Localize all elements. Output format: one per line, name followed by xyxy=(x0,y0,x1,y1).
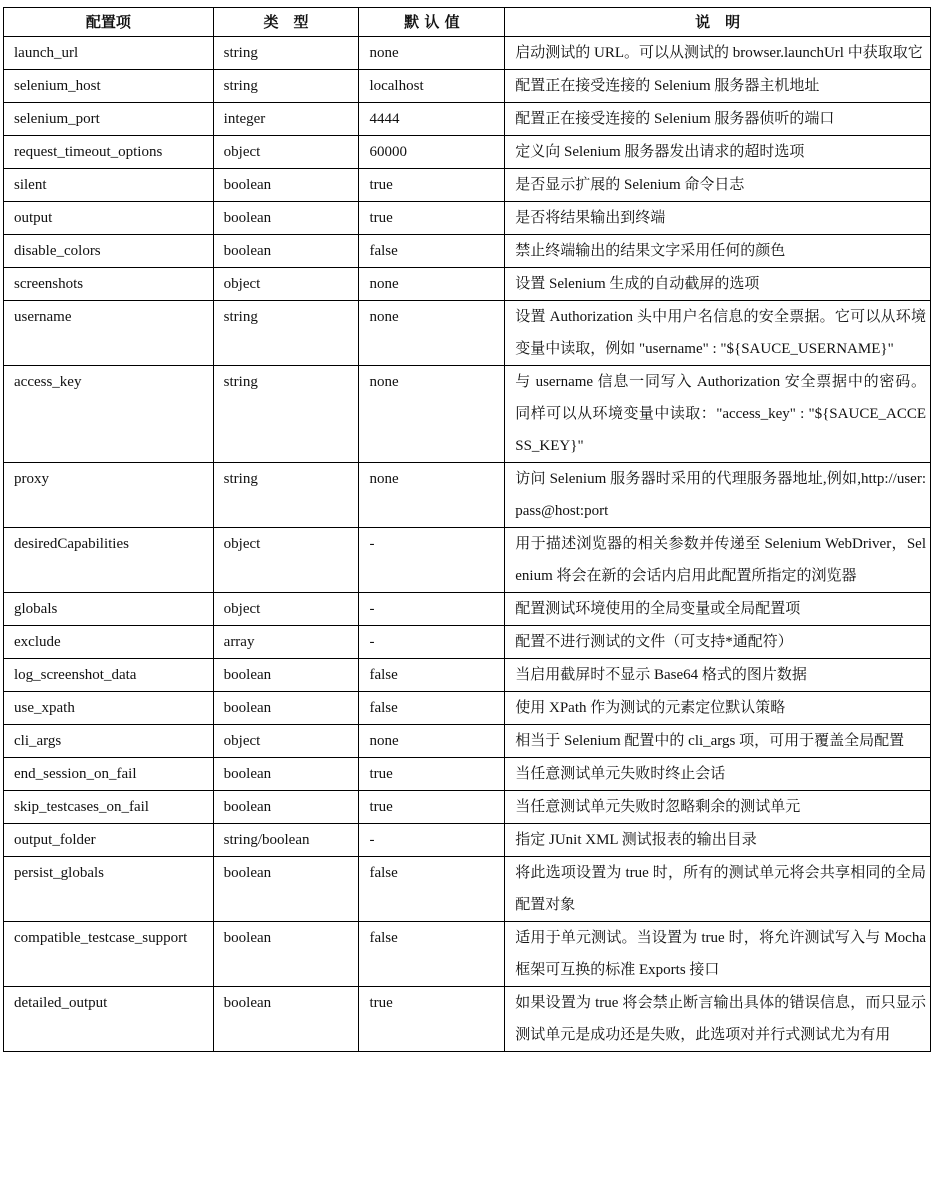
default-value-cell: - xyxy=(359,528,505,593)
type-cell: object xyxy=(213,268,359,301)
config-item-cell: detailed_output xyxy=(4,987,214,1052)
default-value-cell: none xyxy=(359,366,505,463)
description-cell: 禁止终端输出的结果文字采用任何的颜色 xyxy=(505,235,931,268)
table-row xyxy=(4,758,931,791)
type-cell: boolean xyxy=(213,791,359,824)
config-item-cell: globals xyxy=(4,593,214,626)
description-cell: 访问 Selenium 服务器时采用的代理服务器地址,例如,http://user:pass@host:port xyxy=(505,463,931,528)
table-row xyxy=(4,593,931,626)
type-cell: array xyxy=(213,626,359,659)
config-item-cell: disable_colors xyxy=(4,235,214,268)
config-item-cell: launch_url xyxy=(4,37,214,70)
description-cell: 当任意测试单元失败时忽略剩余的测试单元 xyxy=(505,791,931,824)
header-row xyxy=(4,8,931,37)
config-item-cell: end_session_on_fail xyxy=(4,758,214,791)
type-cell: boolean xyxy=(213,857,359,922)
description-cell: 使用 XPath 作为测试的元素定位默认策略 xyxy=(505,692,931,725)
header-config-item: 配置项 xyxy=(4,8,214,37)
default-value-cell: localhost xyxy=(359,70,505,103)
default-value-cell: - xyxy=(359,593,505,626)
description-cell: 配置测试环境使用的全局变量或全局配置项 xyxy=(505,593,931,626)
description-cell: 配置正在接受连接的 Selenium 服务器侦听的端口 xyxy=(505,103,931,136)
description-cell: 适用于单元测试。当设置为 true 时，将允许测试写入与 Mocha 框架可互换的标准 Exports 接口 xyxy=(505,922,931,987)
table-row xyxy=(4,463,931,528)
default-value-cell: false xyxy=(359,659,505,692)
table-row xyxy=(4,725,931,758)
table-row xyxy=(4,70,931,103)
type-cell: string/boolean xyxy=(213,824,359,857)
config-item-cell: screenshots xyxy=(4,268,214,301)
table-body xyxy=(4,37,931,1052)
table-row xyxy=(4,169,931,202)
header-default-value: 默 认 值 xyxy=(359,8,505,37)
type-cell: string xyxy=(213,366,359,463)
default-value-cell: false xyxy=(359,857,505,922)
description-cell: 指定 JUnit XML 测试报表的输出目录 xyxy=(505,824,931,857)
type-cell: boolean xyxy=(213,922,359,987)
description-cell: 与 username 信息一同写入 Authorization 安全票据中的密码。同样可以从环境变量中读取："access_key" : "${SAUCE_ACCESS_KEY}" xyxy=(505,366,931,463)
type-cell: object xyxy=(213,725,359,758)
table-row xyxy=(4,202,931,235)
config-item-cell: proxy xyxy=(4,463,214,528)
description-cell: 是否将结果输出到终端 xyxy=(505,202,931,235)
default-value-cell: true xyxy=(359,169,505,202)
config-item-cell: exclude xyxy=(4,626,214,659)
type-cell: boolean xyxy=(213,235,359,268)
table-row xyxy=(4,659,931,692)
default-value-cell: true xyxy=(359,791,505,824)
default-value-cell: 4444 xyxy=(359,103,505,136)
table-row xyxy=(4,366,931,463)
description-cell: 启动测试的 URL。可以从测试的 browser.launchUrl 中获取取它 xyxy=(505,37,931,70)
description-cell: 如果设置为 true 将会禁止断言输出具体的错误信息，而只显示测试单元是成功还是失败，此选项对并行式测试尤为有用 xyxy=(505,987,931,1052)
default-value-cell: 60000 xyxy=(359,136,505,169)
table-row xyxy=(4,791,931,824)
type-cell: object xyxy=(213,593,359,626)
table-row xyxy=(4,103,931,136)
table-row xyxy=(4,692,931,725)
table-row xyxy=(4,301,931,366)
type-cell: string xyxy=(213,301,359,366)
type-cell: integer xyxy=(213,103,359,136)
default-value-cell: - xyxy=(359,824,505,857)
config-item-cell: log_screenshot_data xyxy=(4,659,214,692)
config-item-cell: use_xpath xyxy=(4,692,214,725)
config-item-cell: silent xyxy=(4,169,214,202)
header-type: 类 型 xyxy=(213,8,359,37)
table-row xyxy=(4,528,931,593)
description-cell: 配置正在接受连接的 Selenium 服务器主机地址 xyxy=(505,70,931,103)
config-item-cell: selenium_port xyxy=(4,103,214,136)
type-cell: boolean xyxy=(213,692,359,725)
table-row xyxy=(4,235,931,268)
description-cell: 定义向 Selenium 服务器发出请求的超时选项 xyxy=(505,136,931,169)
description-cell: 是否显示扩展的 Selenium 命令日志 xyxy=(505,169,931,202)
default-value-cell: false xyxy=(359,922,505,987)
config-item-cell: access_key xyxy=(4,366,214,463)
default-value-cell: none xyxy=(359,37,505,70)
type-cell: boolean xyxy=(213,202,359,235)
type-cell: boolean xyxy=(213,987,359,1052)
description-cell: 当任意测试单元失败时终止会话 xyxy=(505,758,931,791)
description-cell: 配置不进行测试的文件（可支持*通配符） xyxy=(505,626,931,659)
default-value-cell: false xyxy=(359,692,505,725)
type-cell: boolean xyxy=(213,659,359,692)
config-item-cell: request_timeout_options xyxy=(4,136,214,169)
table-row xyxy=(4,268,931,301)
description-cell: 相当于 Selenium 配置中的 cli_args 项，可用于覆盖全局配置 xyxy=(505,725,931,758)
type-cell: boolean xyxy=(213,758,359,791)
table-row xyxy=(4,857,931,922)
config-item-cell: selenium_host xyxy=(4,70,214,103)
description-cell: 当启用截屏时不显示 Base64 格式的图片数据 xyxy=(505,659,931,692)
default-value-cell: true xyxy=(359,202,505,235)
table-row xyxy=(4,37,931,70)
type-cell: string xyxy=(213,463,359,528)
description-cell: 设置 Authorization 头中用户名信息的安全票据。它可以从环境变量中读取，例如 "username" : "${SAUCE_USERNAME}" xyxy=(505,301,931,366)
config-item-cell: username xyxy=(4,301,214,366)
description-cell: 用于描述浏览器的相关参数并传递至 Selenium WebDriver，Selenium 将会在新的会话内启用此配置所指定的浏览器 xyxy=(505,528,931,593)
default-value-cell: false xyxy=(359,235,505,268)
table-header xyxy=(4,8,931,37)
default-value-cell: true xyxy=(359,987,505,1052)
default-value-cell: true xyxy=(359,758,505,791)
default-value-cell: none xyxy=(359,463,505,528)
config-item-cell: skip_testcases_on_fail xyxy=(4,791,214,824)
table-row xyxy=(4,136,931,169)
config-item-cell: desiredCapabilities xyxy=(4,528,214,593)
description-cell: 将此选项设置为 true 时，所有的测试单元将会共享相同的全局配置对象 xyxy=(505,857,931,922)
table-row xyxy=(4,824,931,857)
type-cell: boolean xyxy=(213,169,359,202)
config-item-cell: persist_globals xyxy=(4,857,214,922)
config-item-cell: compatible_testcase_support xyxy=(4,922,214,987)
config-item-cell: output xyxy=(4,202,214,235)
default-value-cell: none xyxy=(359,301,505,366)
type-cell: string xyxy=(213,37,359,70)
table-row xyxy=(4,626,931,659)
description-cell: 设置 Selenium 生成的自动截屏的选项 xyxy=(505,268,931,301)
default-value-cell: none xyxy=(359,268,505,301)
default-value-cell: none xyxy=(359,725,505,758)
config-table xyxy=(3,7,931,1052)
type-cell: object xyxy=(213,136,359,169)
header-description: 说 明 xyxy=(505,8,931,37)
type-cell: string xyxy=(213,70,359,103)
table-row xyxy=(4,922,931,987)
config-item-cell: output_folder xyxy=(4,824,214,857)
table-row xyxy=(4,987,931,1052)
config-item-cell: cli_args xyxy=(4,725,214,758)
type-cell: object xyxy=(213,528,359,593)
default-value-cell: - xyxy=(359,626,505,659)
